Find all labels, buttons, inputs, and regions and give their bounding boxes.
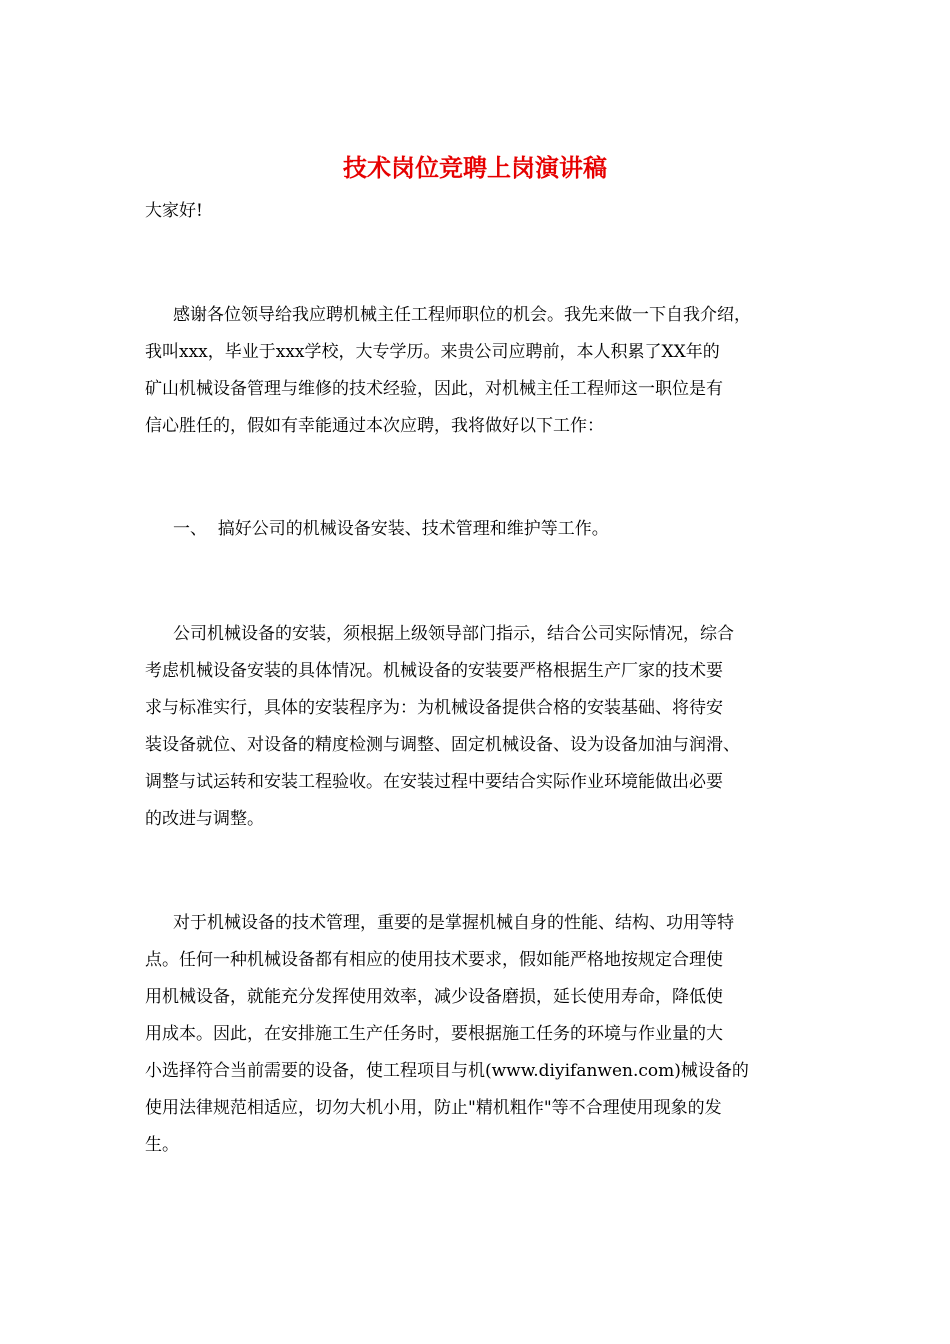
paragraph-4-line-3: 用机械设备，就能充分发挥使用效率，减少设备磨损，延长使用寿命，降低使 (145, 987, 723, 1007)
paragraph-3-line-2: 考虑机械设备安装的具体情况。机械设备的安装要严格根据生产厂家的技术要 (145, 661, 723, 681)
paragraph-4-line-5: 小选择符合当前需要的设备，使工程项目与机(www.diyifanwen.com)械设备的 (145, 1061, 749, 1081)
paragraph-3-line-5: 调整与试运转和安装工程验收。在安装过程中要结合实际作业环境能做出必要 (145, 772, 723, 792)
paragraph-4-line-6: 使用法律规范相适应，切勿大机小用，防止"精机粗作"等不合理使用现象的发 (145, 1098, 722, 1118)
paragraph-3-line-4: 装设备就位、对设备的精度检测与调整、固定机械设备、设为设备加油与润滑、 (145, 735, 740, 755)
document-title: 技术岗位竞聘上岗演讲稿 (343, 153, 607, 182)
paragraph-4-line-4: 用成本。因此，在安排施工生产任务时，要根据施工任务的环境与作业量的大 (145, 1024, 723, 1044)
paragraph-4-line-1: 对于机械设备的技术管理，重要的是掌握机械自身的性能、结构、功用等特 (173, 913, 734, 933)
paragraph-1-line-4: 信心胜任的，假如有幸能通过本次应聘，我将做好以下工作： (145, 416, 604, 436)
paragraph-3-line-6: 的改进与调整。 (145, 809, 264, 829)
greeting: 大家好! (145, 201, 203, 221)
paragraph-3-line-1: 公司机械设备的安装，须根据上级领导部门指示，结合公司实际情况，综合 (173, 624, 734, 644)
paragraph-1-line-1: 感谢各位领导给我应聘机械主任工程师职位的机会。我先来做一下自我介绍， (173, 305, 751, 325)
paragraph-4-line-7: 生。 (145, 1135, 179, 1155)
paragraph-1-line-2: 我叫xxx，毕业于xxx学校，大专学历。来贵公司应聘前，本人积累了XX年的 (145, 342, 720, 362)
paragraph-1-line-3: 矿山机械设备管理与维修的技术经验，因此，对机械主任工程师这一职位是有 (145, 379, 723, 399)
section-heading-1: 一、 搞好公司的机械设备安装、技术管理和维护等工作。 (173, 519, 609, 539)
paragraph-4-line-2: 点。任何一种机械设备都有相应的使用技术要求，假如能严格地按规定合理使 (145, 950, 723, 970)
paragraph-3-line-3: 求与标准实行，具体的安装程序为：为机械设备提供合格的安装基础、将待安 (145, 698, 723, 718)
